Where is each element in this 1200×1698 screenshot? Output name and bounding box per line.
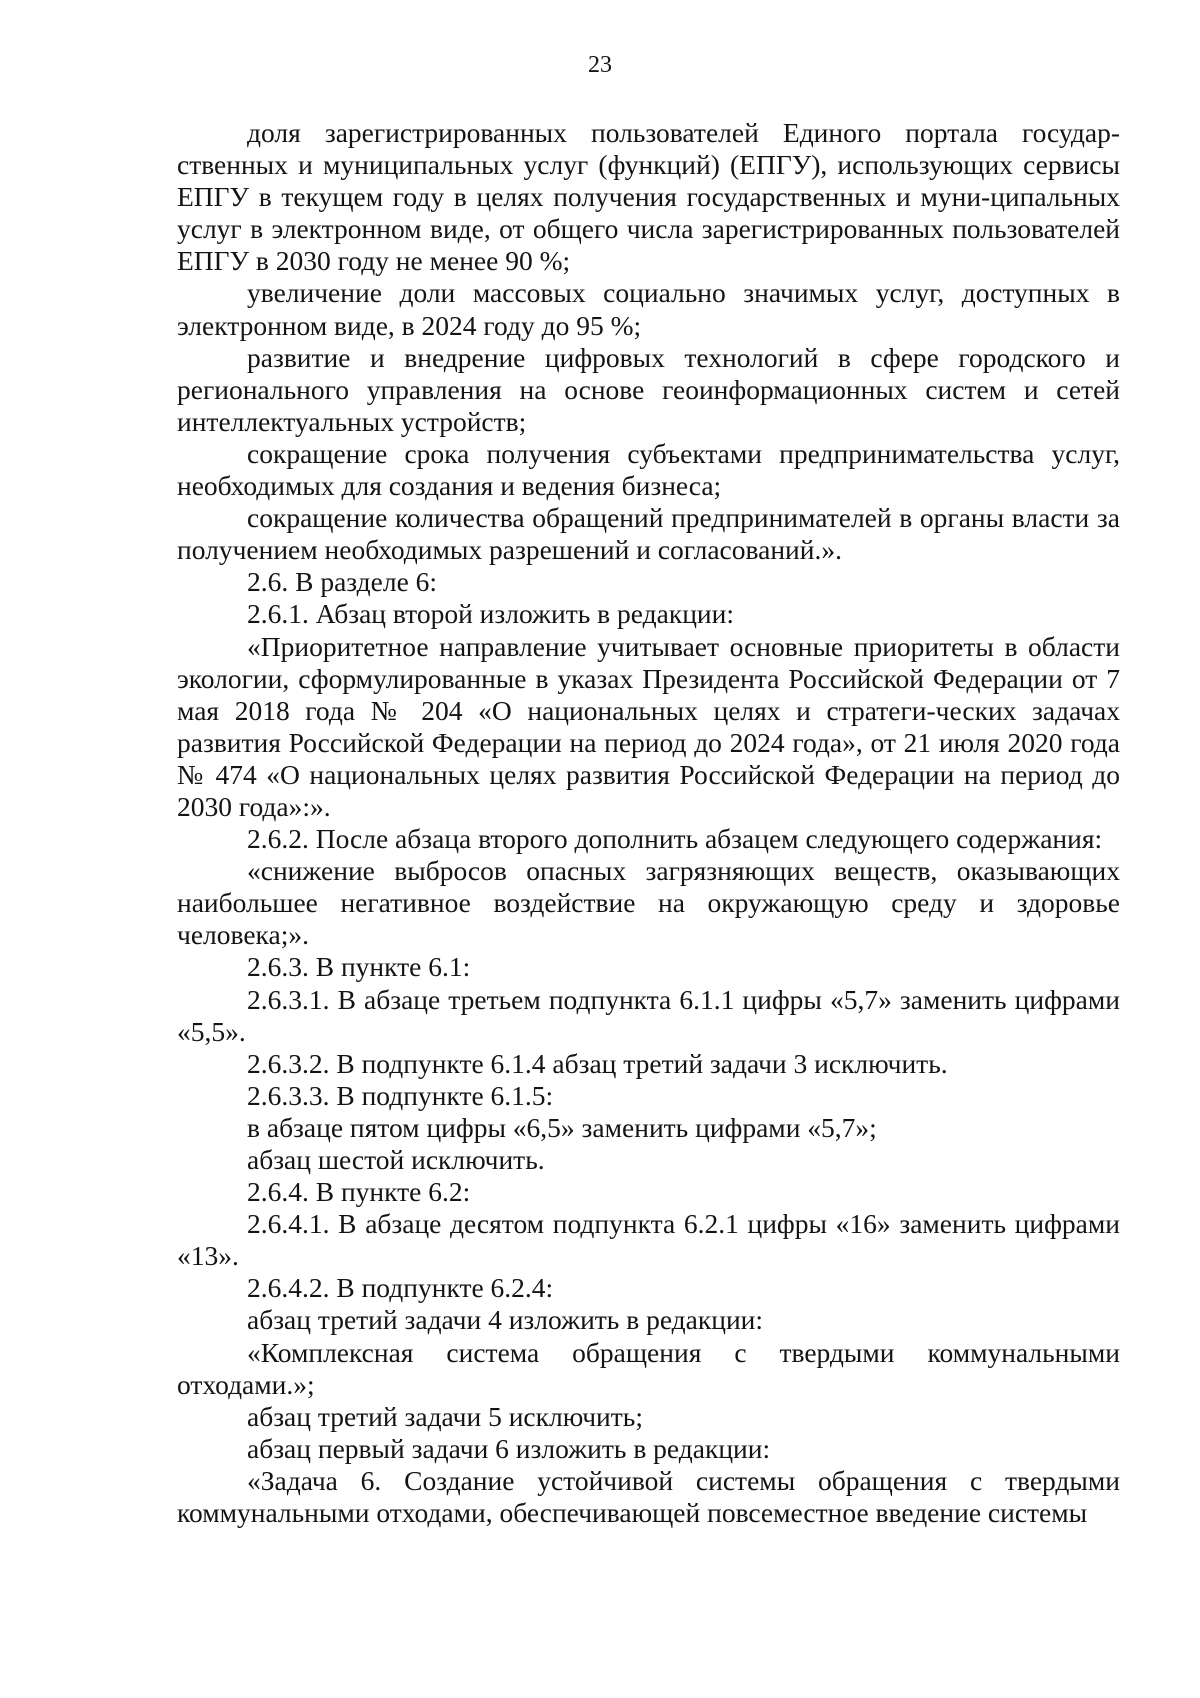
paragraph: 2.6.3.3. В подпункте 6.1.5:: [247, 1079, 554, 1111]
paragraph: развитие и внедрение цифровых технологий в сфере городского и регионального управления на основе геоинформационных систем и сетей интеллектуальных устройств;: [177, 341, 1120, 437]
document-body: [177, 117, 1120, 1529]
page-number: 23: [588, 52, 612, 78]
paragraph: 2.6.3.2. В подпункте 6.1.4 абзац третий задачи 3 исключить.: [247, 1047, 948, 1079]
paragraph: 2.6.2. После абзаца второго дополнить абзацем следующего содержания:: [247, 823, 1103, 855]
paragraph: абзац третий задачи 4 изложить в редакции:: [247, 1304, 764, 1336]
paragraph: «снижение выбросов опасных загрязняющих веществ, оказывающих наибольшее негативное воздействие на окружающую среду и здоровье человека;».: [177, 855, 1120, 951]
paragraph: увеличение доли массовых социально значимых услуг, доступных в электронном виде, в 2024 году до 95 %;: [177, 277, 1120, 341]
paragraph: сокращение срока получения субъектами предпринимательства услуг, необходимых для создания и ведения бизнеса;: [177, 437, 1120, 502]
paragraph: 2.6.3. В пункте 6.1:: [247, 951, 471, 983]
paragraph: «Задача 6. Создание устойчивой системы обращения с твердыми коммунальными отходами, обеспечивающей повсеместное введение системы: [177, 1464, 1120, 1529]
paragraph: «Комплексная система обращения с твердыми коммунальными отходами.»;: [177, 1336, 1120, 1400]
paragraph: абзац третий задачи 5 исключить;: [247, 1400, 643, 1432]
paragraph: 2.6.4.1. В абзаце десятом подпункта 6.2.1 цифры «16» заменить цифрами «13».: [177, 1208, 1120, 1272]
paragraph: 2.6. В разделе 6:: [247, 566, 438, 598]
paragraph: сокращение количества обращений предпринимателей в органы власти за получением необходимых разрешений и согласований.».: [177, 502, 1120, 566]
paragraph: «Приоритетное направление учитывает основные приоритеты в области экологии, сформулированные в указах Президента Российской Федерации от 7 мая 2018 года № 204 «О национальных целях и стратеги-ческих задачах развития Российской Федерации на период до 2024 года», от 21 июля 2020 года № 474 «О национальных целях развития Российской Федерации на период до 2030 года»:».: [177, 630, 1120, 822]
paragraph: 2.6.4.2. В подпункте 6.2.4:: [247, 1272, 554, 1304]
paragraph: абзац первый задачи 6 изложить в редакции:: [247, 1432, 771, 1464]
paragraph: 2.6.4. В пункте 6.2:: [247, 1176, 471, 1208]
paragraph: абзац шестой исключить.: [247, 1144, 545, 1175]
paragraph: в абзаце пятом цифры «6,5» заменить цифрами «5,7»;: [247, 1111, 877, 1143]
paragraph: 2.6.1. Абзац второй изложить в редакции:: [247, 598, 734, 630]
paragraph: 2.6.3.1. В абзаце третьем подпункта 6.1.1 цифры «5,7» заменить цифрами «5,5».: [177, 983, 1120, 1047]
paragraph: доля зарегистрированных пользователей Единого портала государ-ственных и муниципальных услуг (функций) (ЕПГУ), использующих сервисы ЕПГУ в текущем году в целях получения государственных и муни-ципальных услуг в электронном виде, от общего числа зарегистрированных пользователей ЕПГУ в 2030 году не менее 90 %;: [177, 117, 1120, 277]
